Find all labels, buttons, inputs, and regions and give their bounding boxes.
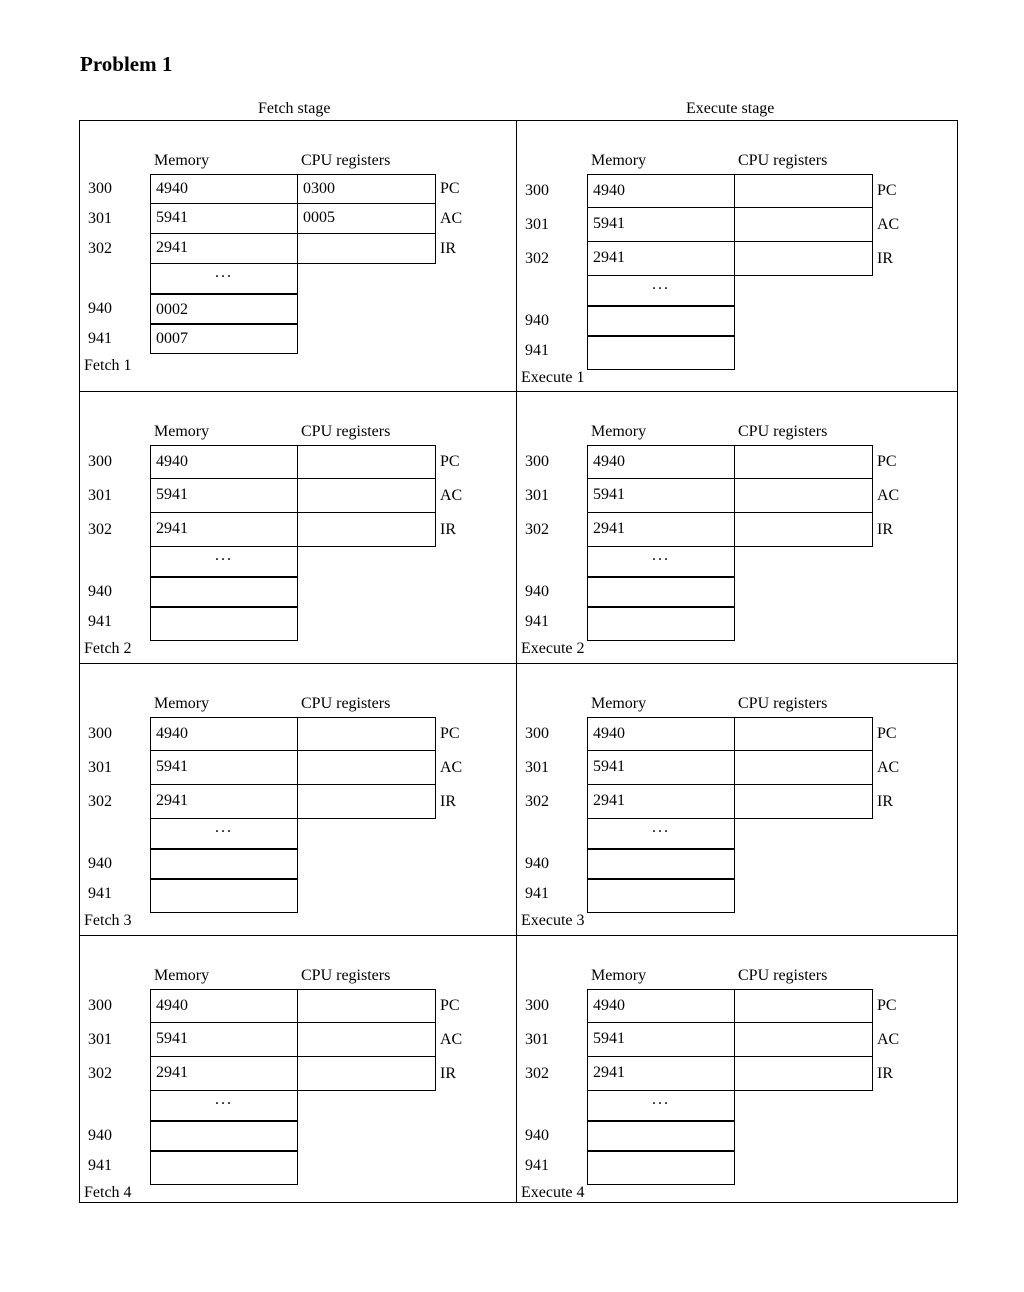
address-label: 941 bbox=[525, 1157, 549, 1174]
register-cell bbox=[734, 174, 873, 208]
address-label: 301 bbox=[525, 759, 549, 776]
register-label: AC bbox=[440, 759, 463, 776]
panel-execute-1 bbox=[517, 121, 954, 392]
memory-header: Memory bbox=[154, 967, 210, 984]
memory-cell: 5941 bbox=[587, 207, 735, 242]
memory-cell bbox=[587, 849, 735, 880]
panel-fetch-4 bbox=[80, 936, 517, 1207]
register-label: PC bbox=[440, 180, 460, 197]
memory-ellipsis: ... bbox=[150, 263, 298, 294]
panel-caption: Execute 1 bbox=[521, 369, 585, 386]
register-label: PC bbox=[877, 997, 897, 1014]
register-cell bbox=[734, 1056, 873, 1091]
address-label: 941 bbox=[88, 885, 112, 902]
address-label: 302 bbox=[525, 793, 549, 810]
register-cell bbox=[734, 207, 873, 242]
page-title: Problem 1 bbox=[80, 52, 173, 76]
register-cell bbox=[297, 717, 436, 751]
register-label: AC bbox=[877, 759, 900, 776]
address-label: 300 bbox=[88, 180, 112, 197]
memory-cell: 2941 bbox=[150, 784, 298, 819]
memory-header: Memory bbox=[591, 967, 647, 984]
memory-cell bbox=[587, 335, 735, 370]
register-cell bbox=[734, 241, 873, 276]
address-label: 940 bbox=[88, 855, 112, 872]
cpu-registers-header: CPU registers bbox=[301, 152, 391, 169]
memory-cell bbox=[587, 577, 735, 608]
cpu-registers-header: CPU registers bbox=[738, 695, 828, 712]
address-label: 302 bbox=[525, 521, 549, 538]
memory-cell: 5941 bbox=[150, 478, 298, 513]
address-label: 300 bbox=[88, 725, 112, 742]
register-cell bbox=[297, 1022, 436, 1057]
address-label: 302 bbox=[88, 240, 112, 257]
address-label: 941 bbox=[525, 342, 549, 359]
address-label: 940 bbox=[88, 1127, 112, 1144]
register-label: IR bbox=[877, 250, 893, 267]
memory-header: Memory bbox=[154, 152, 210, 169]
memory-cell bbox=[587, 306, 735, 337]
panel-fetch-1 bbox=[80, 121, 517, 392]
cpu-registers-header: CPU registers bbox=[738, 967, 828, 984]
address-label: 301 bbox=[88, 210, 112, 227]
memory-cell: 5941 bbox=[150, 750, 298, 785]
register-label: IR bbox=[877, 521, 893, 538]
memory-cell bbox=[150, 606, 298, 641]
memory-cell: 4940 bbox=[587, 989, 735, 1023]
memory-cell: 2941 bbox=[587, 1056, 735, 1091]
memory-cell: 4940 bbox=[150, 445, 298, 479]
address-label: 941 bbox=[525, 885, 549, 902]
register-cell bbox=[734, 750, 873, 785]
memory-ellipsis: ... bbox=[587, 546, 735, 577]
fetch-stage-heading: Fetch stage bbox=[258, 100, 331, 117]
cpu-registers-header: CPU registers bbox=[301, 695, 391, 712]
register-label: IR bbox=[440, 1065, 456, 1082]
address-label: 302 bbox=[88, 521, 112, 538]
register-label: PC bbox=[440, 453, 460, 470]
memory-header: Memory bbox=[154, 695, 210, 712]
memory-cell: 5941 bbox=[150, 1022, 298, 1057]
address-label: 940 bbox=[525, 855, 549, 872]
register-cell bbox=[734, 717, 873, 751]
register-cell: 0300 bbox=[297, 174, 436, 204]
memory-cell: 4940 bbox=[150, 717, 298, 751]
address-label: 301 bbox=[525, 216, 549, 233]
address-label: 941 bbox=[88, 330, 112, 347]
address-label: 941 bbox=[88, 613, 112, 630]
memory-header: Memory bbox=[591, 152, 647, 169]
register-label: PC bbox=[877, 453, 897, 470]
memory-ellipsis: ... bbox=[587, 275, 735, 306]
register-label: IR bbox=[440, 521, 456, 538]
execute-stage-heading: Execute stage bbox=[686, 100, 775, 117]
memory-ellipsis: ... bbox=[587, 818, 735, 849]
panel-caption: Fetch 3 bbox=[84, 912, 132, 929]
panel-execute-2 bbox=[517, 392, 954, 663]
address-label: 940 bbox=[525, 583, 549, 600]
memory-cell bbox=[150, 1121, 298, 1152]
memory-cell: 5941 bbox=[587, 1022, 735, 1057]
memory-cell: 5941 bbox=[587, 750, 735, 785]
memory-cell: 2941 bbox=[150, 512, 298, 547]
register-cell: 0005 bbox=[297, 203, 436, 234]
register-label: PC bbox=[877, 725, 897, 742]
register-cell bbox=[734, 989, 873, 1023]
register-label: AC bbox=[440, 487, 463, 504]
memory-ellipsis: ... bbox=[150, 818, 298, 849]
register-cell bbox=[297, 750, 436, 785]
memory-cell: 4940 bbox=[150, 989, 298, 1023]
memory-cell: 4940 bbox=[150, 174, 298, 204]
address-label: 300 bbox=[525, 182, 549, 199]
register-label: PC bbox=[440, 997, 460, 1014]
register-cell bbox=[297, 1056, 436, 1091]
memory-header: Memory bbox=[591, 423, 647, 440]
address-label: 300 bbox=[88, 453, 112, 470]
address-label: 300 bbox=[88, 997, 112, 1014]
register-cell bbox=[734, 784, 873, 819]
memory-cell bbox=[150, 1150, 298, 1185]
address-label: 300 bbox=[525, 725, 549, 742]
memory-cell bbox=[587, 1121, 735, 1152]
register-cell bbox=[734, 512, 873, 547]
register-label: IR bbox=[877, 1065, 893, 1082]
register-label: AC bbox=[440, 210, 463, 227]
memory-cell: 2941 bbox=[587, 241, 735, 276]
panel-caption: Fetch 2 bbox=[84, 640, 132, 657]
address-label: 940 bbox=[525, 1127, 549, 1144]
memory-header: Memory bbox=[154, 423, 210, 440]
panel-caption: Execute 4 bbox=[521, 1184, 585, 1201]
memory-cell: 2941 bbox=[587, 784, 735, 819]
register-label: AC bbox=[877, 487, 900, 504]
memory-ellipsis: ... bbox=[150, 1090, 298, 1121]
address-label: 300 bbox=[525, 453, 549, 470]
address-label: 302 bbox=[525, 1065, 549, 1082]
register-cell bbox=[297, 478, 436, 513]
address-label: 941 bbox=[88, 1157, 112, 1174]
memory-cell bbox=[587, 1150, 735, 1185]
address-label: 300 bbox=[525, 997, 549, 1014]
memory-cell: 2941 bbox=[587, 512, 735, 547]
register-label: AC bbox=[877, 216, 900, 233]
register-label: IR bbox=[440, 793, 456, 810]
panel-caption: Execute 3 bbox=[521, 912, 585, 929]
cpu-registers-header: CPU registers bbox=[301, 967, 391, 984]
memory-cell: 5941 bbox=[587, 478, 735, 513]
address-label: 301 bbox=[525, 1031, 549, 1048]
address-label: 301 bbox=[88, 759, 112, 776]
cpu-registers-header: CPU registers bbox=[738, 152, 828, 169]
register-label: IR bbox=[440, 240, 456, 257]
memory-header: Memory bbox=[591, 695, 647, 712]
register-cell bbox=[297, 445, 436, 479]
memory-cell bbox=[587, 878, 735, 913]
register-label: AC bbox=[440, 1031, 463, 1048]
register-label: PC bbox=[440, 725, 460, 742]
memory-cell: 4940 bbox=[587, 445, 735, 479]
register-cell bbox=[297, 989, 436, 1023]
panel-execute-3 bbox=[517, 664, 954, 935]
register-cell bbox=[734, 1022, 873, 1057]
cpu-registers-header: CPU registers bbox=[301, 423, 391, 440]
address-label: 940 bbox=[88, 300, 112, 317]
register-label: IR bbox=[877, 793, 893, 810]
panel-fetch-2 bbox=[80, 392, 517, 663]
address-label: 941 bbox=[525, 613, 549, 630]
memory-cell bbox=[587, 606, 735, 641]
address-label: 302 bbox=[88, 793, 112, 810]
address-label: 301 bbox=[88, 487, 112, 504]
panel-caption: Execute 2 bbox=[521, 640, 585, 657]
memory-cell: 2941 bbox=[150, 1056, 298, 1091]
memory-cell: 4940 bbox=[587, 174, 735, 208]
panel-caption: Fetch 4 bbox=[84, 1184, 132, 1201]
register-cell bbox=[297, 512, 436, 547]
memory-ellipsis: ... bbox=[150, 546, 298, 577]
address-label: 301 bbox=[88, 1031, 112, 1048]
address-label: 302 bbox=[525, 250, 549, 267]
register-cell bbox=[297, 784, 436, 819]
panel-execute-4 bbox=[517, 936, 954, 1207]
address-label: 940 bbox=[525, 312, 549, 329]
address-label: 302 bbox=[88, 1065, 112, 1082]
memory-cell: 5941 bbox=[150, 203, 298, 234]
address-label: 940 bbox=[88, 583, 112, 600]
memory-ellipsis: ... bbox=[587, 1090, 735, 1121]
address-label: 301 bbox=[525, 487, 549, 504]
register-cell bbox=[734, 445, 873, 479]
memory-cell bbox=[150, 878, 298, 913]
cpu-registers-header: CPU registers bbox=[738, 423, 828, 440]
memory-cell: 4940 bbox=[587, 717, 735, 751]
register-label: PC bbox=[877, 182, 897, 199]
memory-cell bbox=[150, 849, 298, 880]
register-label: AC bbox=[877, 1031, 900, 1048]
panel-fetch-3 bbox=[80, 664, 517, 935]
memory-cell: 2941 bbox=[150, 233, 298, 264]
memory-cell: 0002 bbox=[150, 294, 298, 325]
register-cell bbox=[734, 478, 873, 513]
register-cell bbox=[297, 233, 436, 264]
panel-caption: Fetch 1 bbox=[84, 357, 132, 374]
memory-cell: 0007 bbox=[150, 323, 298, 354]
memory-cell bbox=[150, 577, 298, 608]
